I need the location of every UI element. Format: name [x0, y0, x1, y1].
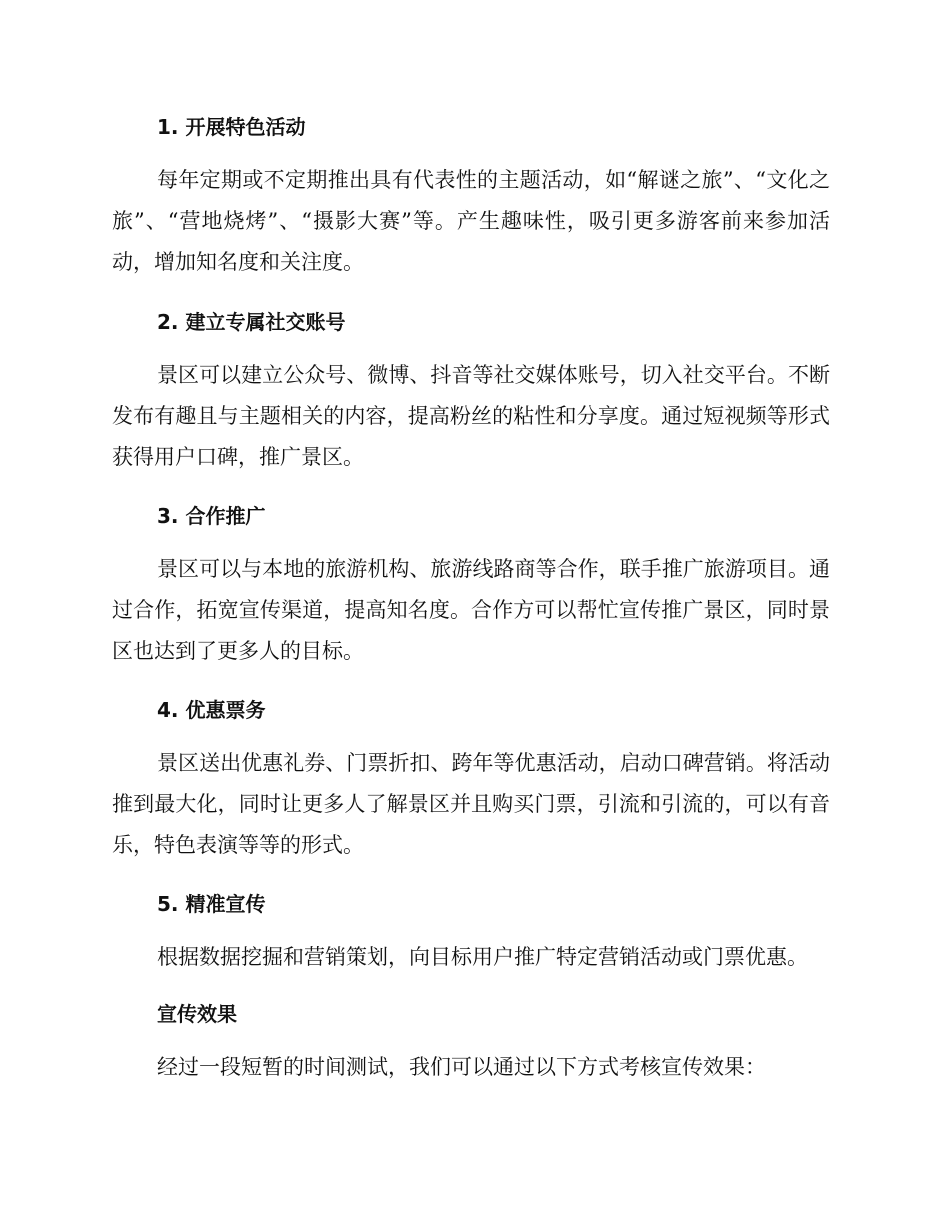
section-paragraph: 景区送出优惠礼券、门票折扣、跨年等优惠活动，启动口碑营销。将活动推到最大化，同时让更多人了解景区并且购买门票，引流和引流的，可以有音乐，特色表演等等的形式。: [112, 751, 830, 857]
section-heading: 1. 开展特色活动: [157, 115, 306, 139]
section-paragraph: 根据数据挖掘和营销策划，向目标用户推广特定营销活动或门票优惠。: [157, 945, 808, 969]
section-paragraph: 景区可以与本地的旅游机构、旅游线路商等合作，联手推广旅游项目。通过合作，拓宽宣传渠道，提高知名度。合作方可以帮忙宣传推广景区，同时景区也达到了更多人的目标。: [112, 557, 830, 663]
section-heading: 3. 合作推广: [157, 504, 266, 528]
section-paragraph: 景区可以建立公众号、微博、抖音等社交媒体账号，切入社交平台。不断发布有趣且与主题相关的内容，提高粉丝的粘性和分享度。通过短视频等形式获得用户口碑，推广景区。: [112, 363, 830, 469]
section-paragraph: 每年定期或不定期推出具有代表性的主题活动，如“解谜之旅”、“文化之旅”、“营地烧烤”、“摄影大赛”等。产生趣味性，吸引更多游客前来参加活动，增加知名度和关注度。: [112, 168, 830, 274]
section-heading: 宣传效果: [157, 1002, 237, 1026]
section-heading: 5. 精准宣传: [157, 892, 266, 916]
section-paragraph: 经过一段短暂的时间测试，我们可以通过以下方式考核宣传效果：: [157, 1055, 766, 1079]
section-heading: 2. 建立专属社交账号: [157, 310, 346, 334]
section-heading: 4. 优惠票务: [157, 698, 266, 722]
